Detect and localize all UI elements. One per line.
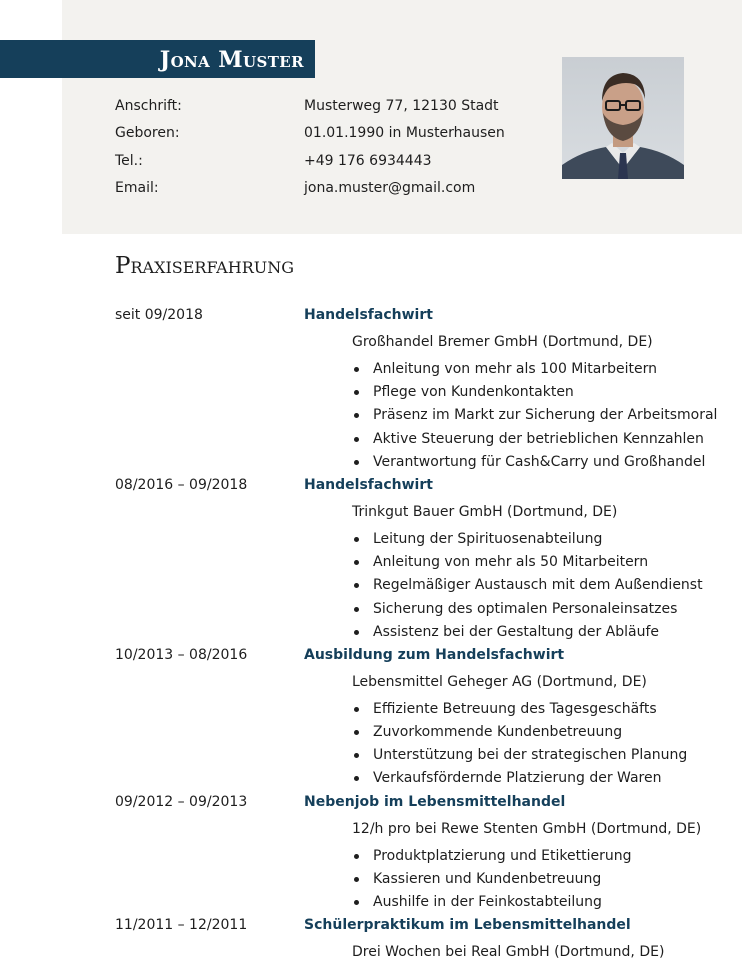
experience-entry bbox=[0, 645, 742, 792]
bullet-dot-icon bbox=[354, 437, 359, 442]
bullet-text: Verkaufsfördernde Platzierung der Waren bbox=[373, 770, 662, 787]
bullet-text: Sicherung des optimalen Personaleinsatzes bbox=[373, 600, 678, 617]
bullet-text: Zuvorkommende Kundenbetreuung bbox=[373, 724, 623, 741]
bullet-item bbox=[352, 382, 742, 405]
bullet-text: Präsenz im Markt zur Sicherung der Arbeitsmoral bbox=[373, 407, 718, 424]
contact-value: jona.muster@gmail.com bbox=[304, 179, 476, 196]
entry-title: Nebenjob im Lebensmittelhandel bbox=[304, 793, 566, 810]
bullet-text: Verantwortung für Cash&Carry und Großhandel bbox=[373, 453, 706, 470]
bullet-item bbox=[352, 429, 742, 452]
bullet-text: Aktive Steuerung der betrieblichen Kennzahlen bbox=[373, 430, 704, 447]
bullet-dot-icon bbox=[354, 537, 359, 542]
bullet-dot-icon bbox=[354, 854, 359, 859]
experience-list bbox=[0, 305, 742, 969]
applicant-name: Jona Muster bbox=[159, 47, 304, 73]
entry-company: Großhandel Bremer GmbH (Dortmund, DE) bbox=[352, 334, 653, 350]
experience-entry bbox=[0, 305, 742, 475]
name-banner bbox=[0, 40, 315, 78]
contact-value: 01.01.1990 in Musterhausen bbox=[304, 125, 505, 142]
bullet-text: Assistenz bei der Gestaltung der Abläufe bbox=[373, 623, 660, 640]
contact-row-address bbox=[115, 96, 555, 123]
bullet-dot-icon bbox=[354, 367, 359, 372]
contact-value: Musterweg 77, 12130 Stadt bbox=[304, 98, 499, 114]
entry-title: Handelsfachwirt bbox=[304, 476, 433, 493]
bullet-dot-icon bbox=[354, 583, 359, 588]
contact-label: Geboren: bbox=[115, 125, 180, 142]
bullet-dot-icon bbox=[354, 607, 359, 612]
bullet-item bbox=[352, 892, 742, 915]
entry-company: Lebensmittel Geheger AG (Dortmund, DE) bbox=[352, 673, 647, 690]
entry-date: 08/2016 – 09/2018 bbox=[115, 476, 248, 493]
bullet-text: Anleitung von mehr als 100 Mitarbeitern bbox=[373, 361, 657, 377]
bullet-text: Anleitung von mehr als 50 Mitarbeitern bbox=[373, 554, 649, 571]
entry-company: Drei Wochen bei Real GmbH (Dortmund, DE) bbox=[352, 944, 665, 961]
bullet-text: Effiziente Betreuung des Tagesgeschäfts bbox=[373, 700, 657, 717]
bullet-item bbox=[352, 768, 742, 791]
bullet-dot-icon bbox=[354, 877, 359, 882]
bullet-item bbox=[352, 575, 742, 598]
contact-label: Anschrift: bbox=[115, 98, 182, 114]
bullet-item bbox=[352, 552, 742, 575]
bullet-item bbox=[352, 529, 742, 552]
contact-row-birth bbox=[115, 123, 555, 150]
bullet-item bbox=[352, 452, 742, 475]
experience-entry bbox=[0, 792, 742, 916]
entry-date: 11/2011 – 12/2011 bbox=[115, 917, 248, 934]
entry-date: 10/2013 – 08/2016 bbox=[115, 646, 248, 663]
bullet-dot-icon bbox=[354, 390, 359, 395]
bullet-text: Regelmäßiger Austausch mit dem Außendienst bbox=[373, 577, 703, 594]
contact-info bbox=[115, 96, 555, 205]
contact-row-phone bbox=[115, 151, 555, 178]
experience-entry bbox=[0, 915, 742, 969]
section-title: Praxiserfahrung bbox=[115, 253, 295, 279]
experience-entry bbox=[0, 475, 742, 645]
entry-title: Handelsfachwirt bbox=[304, 307, 433, 323]
bullet-dot-icon bbox=[354, 776, 359, 781]
bullet-text: Pflege von Kundenkontakten bbox=[373, 384, 574, 401]
entry-date: 09/2012 – 09/2013 bbox=[115, 793, 248, 810]
bullet-text: Leitung der Spirituosenabteilung bbox=[373, 530, 603, 547]
entry-title: Schülerpraktikum im Lebensmittelhandel bbox=[304, 917, 631, 934]
bullet-dot-icon bbox=[354, 560, 359, 565]
bullet-item bbox=[352, 359, 742, 382]
bullet-item bbox=[352, 405, 742, 428]
bullet-item bbox=[352, 722, 742, 745]
bullet-dot-icon bbox=[354, 630, 359, 635]
entry-company: Trinkgut Bauer GmbH (Dortmund, DE) bbox=[352, 503, 618, 520]
bullet-dot-icon bbox=[354, 730, 359, 735]
bullet-dot-icon bbox=[354, 413, 359, 418]
contact-label: Email: bbox=[115, 179, 159, 196]
entry-company: 12/h pro bei Rewe Stenten GmbH (Dortmund, DE) bbox=[352, 820, 702, 837]
bullet-item bbox=[352, 699, 742, 722]
bullet-item bbox=[352, 622, 742, 645]
entry-date: seit 09/2018 bbox=[115, 307, 203, 323]
bullet-item bbox=[352, 599, 742, 622]
bullet-dot-icon bbox=[354, 900, 359, 905]
bullet-dot-icon bbox=[354, 707, 359, 712]
bullet-dot-icon bbox=[354, 753, 359, 758]
bullet-item bbox=[352, 846, 742, 869]
entry-title: Ausbildung zum Handelsfachwirt bbox=[304, 646, 565, 663]
bullet-text: Aushilfe in der Feinkostabteilung bbox=[373, 894, 602, 910]
bullet-item bbox=[352, 745, 742, 768]
contact-label: Tel.: bbox=[115, 152, 143, 169]
contact-row-email bbox=[115, 178, 555, 205]
bullet-text: Kassieren und Kundenbetreuung bbox=[373, 870, 602, 887]
bullet-text: Unterstützung bei der strategischen Planung bbox=[373, 747, 688, 764]
profile-photo bbox=[562, 57, 684, 179]
bullet-item bbox=[352, 869, 742, 892]
bullet-dot-icon bbox=[354, 460, 359, 465]
contact-value: +49 176 6934443 bbox=[304, 152, 432, 169]
bullet-text: Produktplatzierung und Etikettierung bbox=[373, 847, 632, 864]
